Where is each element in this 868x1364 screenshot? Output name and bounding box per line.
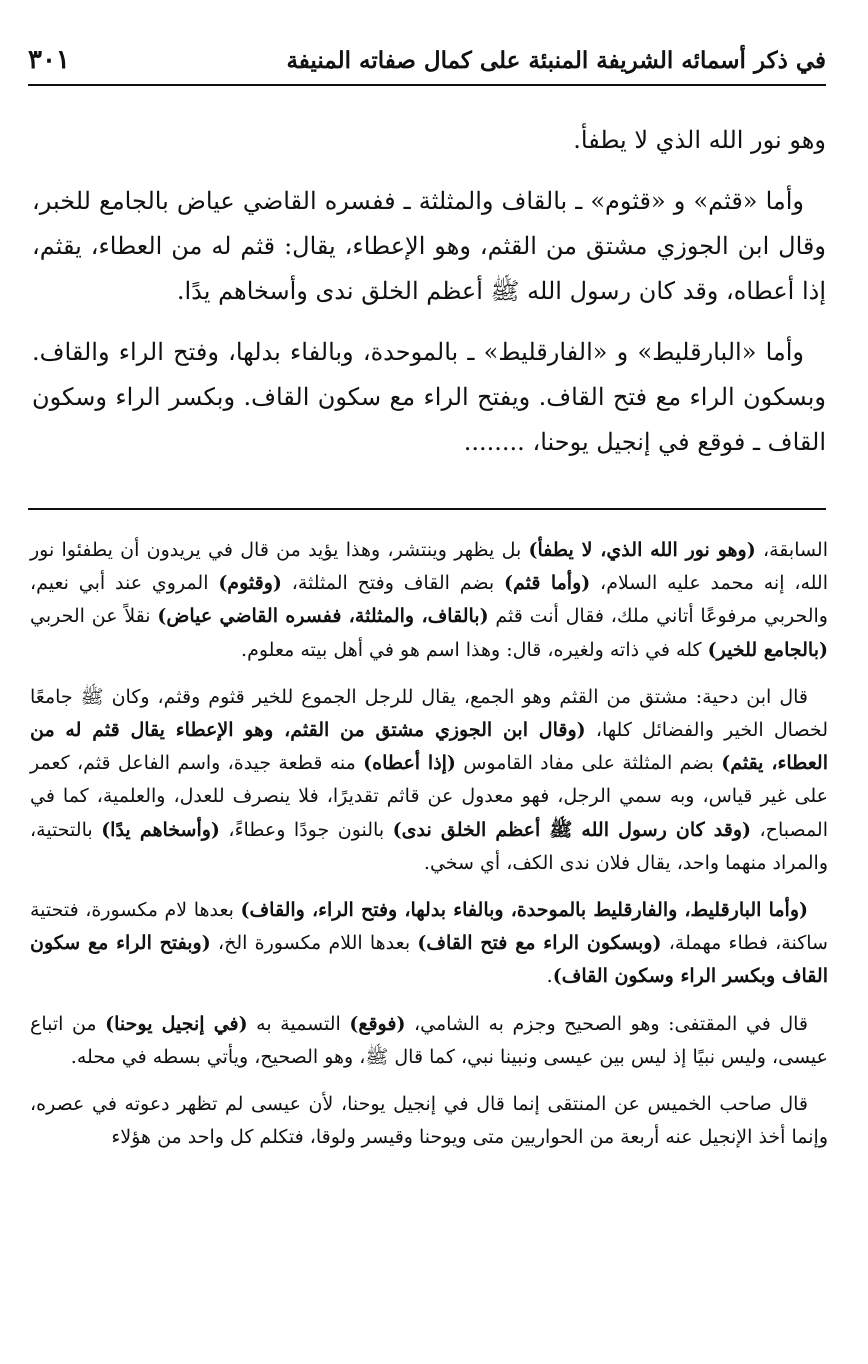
commentary-text: كله في ذاته ولغيره، قال: وهذا اسم هو في أهل بيته معلوم. <box>241 638 708 661</box>
quoted-matn: (في إنجيل يوحنا) <box>105 1012 248 1035</box>
commentary-text: بعدها اللام مكسورة الخ، <box>210 932 418 955</box>
commentary-paragraph-4 <box>30 1008 828 1074</box>
quoted-matn: (وهو نور الله الذي، لا يطفأ) <box>528 539 756 561</box>
quoted-matn: (وبسكون الراء مع فتح القاف) <box>417 932 662 955</box>
commentary-text: بل يظهر وينتشر، وهذا يؤيد من قال في يريدون أن يطفئوا نور الله، إنه محمد عليه السلام، <box>30 539 828 595</box>
commentary-text: التسمية به <box>247 1012 350 1035</box>
commentary-paragraph-3 <box>30 894 828 994</box>
quoted-matn: (وقثوم) <box>218 572 282 595</box>
commentary-text: بعدها لام مكسورة، فتحتية ساكنة، فطاء مهملة، <box>30 899 828 955</box>
quoted-matn: (وأما البارقليط، والفارقليط بالموحدة، وبالفاء بدلها، وفتح الراء، والقاف) <box>240 899 808 922</box>
main-paragraph-3: وأما «البارقليط» و «الفارقليط» ـ بالموحدة، وبالفاء بدلها، وفتح الراء والقاف. وبسكون الراء مع فتح القاف. ويفتح الراء مع سكون القاف. وبكسر الراء وسكون القاف ـ فوقع في إنجيل يوحنا، ........ <box>32 338 826 456</box>
commentary-text: السابقة، <box>755 539 828 561</box>
commentary-text: قال في المقتفى: وهو الصحيح وجزم به الشامي، <box>405 1012 808 1035</box>
main-paragraph-2: وأما «قثم» و «قثوم» ـ بالقاف والمثلثة ـ ففسره القاضي عياض بالجامع للخبر، وقال ابن الجوزي مشتق من القثم، وهو الإعطاء، يقال: قثم له من العطاء، يقثم، إذا أعطاه، وقد كان رسول الله ﷺ أعظم الخلق ندى وأسخاهم يدًا. <box>32 187 826 305</box>
quoted-matn: (وأما قثم) <box>503 572 591 595</box>
commentary-text: منه قطعة جيدة، واسم الفاعل قثم، كعمر على غير قياس، وبه سمي الرجل، فهو معدول عن قاثم تقديرًا، فلا ينصرف للعدل، والعلمية، كما في المصباح، <box>30 752 828 841</box>
quoted-matn: (وأسخاهم يدًا) <box>101 818 220 841</box>
commentary-text: قال صاحب الخميس عن المنتقى إنما قال في إنجيل يوحنا، لأن عيسى لم تظهر دعوته في عصره، وإنما أخذ الإنجيل عنه أربعة من الحواريين متى ويوحنا وقيسر ولوقا، فتكلم كل واحد من هؤلاء <box>30 1093 828 1149</box>
quoted-matn: (وقد كان رسول الله ﷺ أعظم الخلق ندى) <box>392 818 752 841</box>
commentary-paragraph-1 <box>30 534 828 667</box>
commentary-paragraph-2 <box>30 681 828 880</box>
commentary-text: بالنون جودًا وعطاءً، <box>219 818 393 841</box>
commentary-text: . <box>546 965 553 988</box>
main-paragraph-1: وهو نور الله الذي لا يطفأ. <box>573 126 826 154</box>
quoted-matn: (بالقاف، والمثلثة، ففسره القاضي عياض) <box>157 605 489 628</box>
page-number: ٣٠١ <box>28 45 70 75</box>
commentary-paragraph-5 <box>30 1088 828 1154</box>
commentary-text: من اتباع عيسى، وليس نبيًا إذ ليس بين عيسى ونبينا نبي، كما قال ﷺ، وهو الصحيح، ويأتي بسطه في محله. <box>30 1012 828 1068</box>
main-text <box>32 118 826 481</box>
page-header <box>28 36 826 86</box>
quoted-matn: (إذا أعطاه) <box>363 752 456 775</box>
commentary-text: المروي عند أبي نعيم، والحربي مرفوعًا أتاني ملك، فقال أنت قثم <box>30 572 828 628</box>
quoted-matn: (وقال ابن الجوزي مشتق من القثم، وهو الإعطاء يقال قثم له من العطاء، يقثم) <box>30 719 829 775</box>
commentary-text: نقلاً عن الحربي <box>30 605 158 628</box>
commentary-text: بالتحتية، والمراد منهما واحد، يقال فلان ندى الكف، أي سخي. <box>30 818 828 874</box>
quoted-matn: (فوقع) <box>349 1012 406 1035</box>
running-title: في ذكر أسمائه الشريفة المنبئة على كمال صفاته المنيفة <box>286 46 826 74</box>
commentary <box>30 534 828 1168</box>
footnote-divider <box>28 508 826 510</box>
commentary-text: بضم المثلثة على مفاد القاموس <box>455 752 722 775</box>
quoted-matn: (وبفتح الراء مع سكون القاف وبكسر الراء وسكون القاف) <box>30 932 828 988</box>
quoted-matn: (بالجامع للخير) <box>707 638 828 661</box>
commentary-text: قال ابن دحية: مشتق من القثم وهو الجمع، يقال للرجل الجموع للخير قثوم وقثم، وكان ﷺ جامعًا لخصال الخير والفضائل كلها، <box>30 685 828 742</box>
commentary-text: بضم القاف وفتح المثلثة، <box>281 572 504 595</box>
